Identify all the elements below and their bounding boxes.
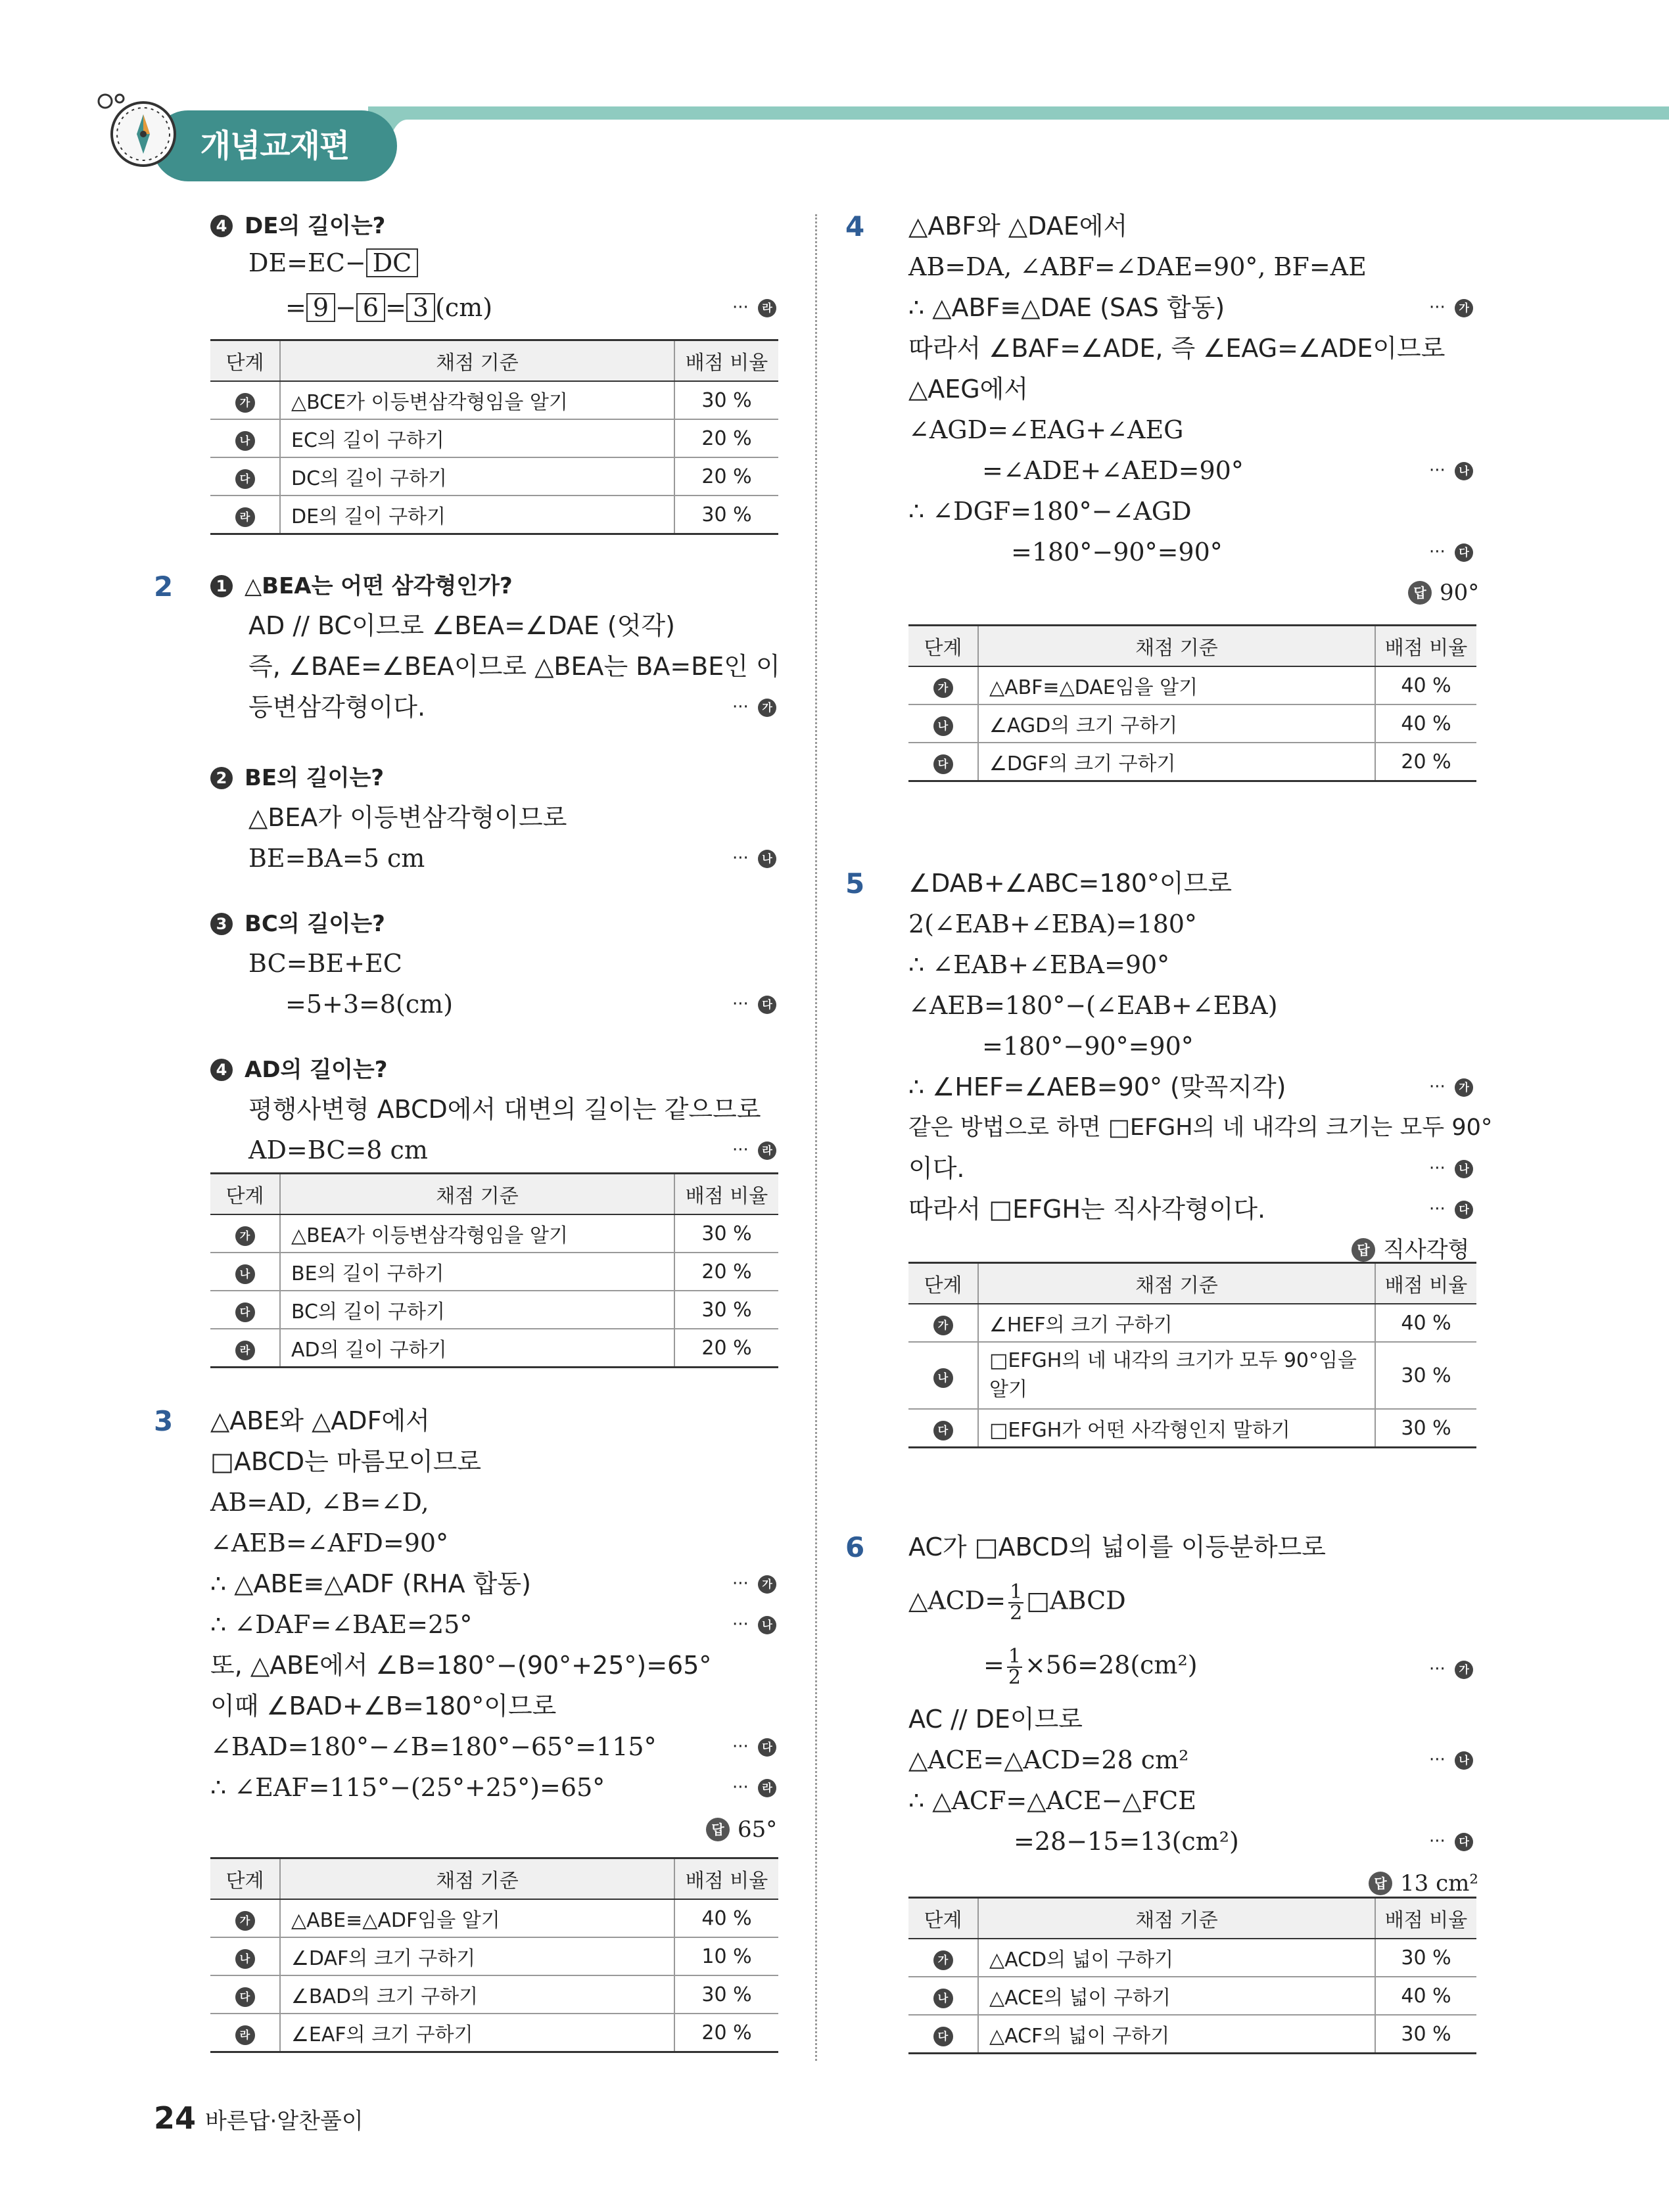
solution-line: =180°−90°=90° (1011, 538, 1223, 566)
table-header: 단계 (210, 1174, 280, 1215)
solution-line: 2(∠EAB+∠EBA)=180° (908, 910, 1197, 938)
step-mark: ··· 라 (732, 1772, 776, 1803)
step-badge: 가 (235, 1226, 255, 1246)
solution-line: AC가 □ABCD의 넓이를 이등분하므로 (908, 1532, 1326, 1561)
solution-line: ∠AEB=∠AFD=90° (210, 1529, 449, 1557)
answer-box: 3 (406, 293, 435, 322)
step-mark: ··· 다 (1429, 536, 1473, 568)
scoring-table (210, 1857, 778, 2053)
solution-line: =28−15=13(cm²) (1014, 1827, 1239, 1856)
solution-line: AD=BC=8 cm (248, 1136, 428, 1164)
solution-line: 등변삼각형이다. (248, 693, 426, 722)
criterion-cell: BE의 길이 구하기 (280, 1253, 674, 1291)
fraction: $\frac{1}{2}$ (1010, 1580, 1023, 1624)
scoring-table (908, 1262, 1476, 1448)
final-answer: 답 직사각형 (1352, 1234, 1469, 1266)
rate-cell: 40 % (1375, 704, 1476, 743)
solution-line: △ABF와 △DAE에서 (908, 212, 1128, 241)
step-badge: 다 (235, 469, 255, 489)
step-badge: 나 (235, 1949, 255, 1969)
criterion-cell: DE의 길이 구하기 (280, 495, 674, 534)
step-badge: 나 (933, 1989, 953, 2008)
solution-line: ∠DAB+∠ABC=180°이므로 (908, 869, 1233, 898)
solution-line: AB=DA, ∠ABF=∠DAE=90°, BF=AE (908, 252, 1367, 281)
table-row (210, 1975, 778, 2014)
table-header: 배점 비율 (1375, 1263, 1476, 1304)
solution-line: 평행사변형 ABCD에서 대변의 길이는 같으므로 (248, 1095, 761, 1124)
rate-cell: 30 % (674, 1975, 778, 2014)
step-badge: 가 (235, 1911, 255, 1931)
table-row (210, 457, 778, 495)
table-row (210, 1214, 778, 1253)
solution-line: △BEA가 이등변삼각형이므로 (248, 803, 567, 832)
table-header: 채점 기준 (280, 1174, 674, 1215)
answer-badge-icon: 답 (1369, 1872, 1392, 1895)
solution-line: △ABE와 △ADF에서 (210, 1406, 430, 1435)
solution-line: DE=EC− DC (248, 247, 418, 279)
final-answer: 답 13 cm² (1369, 1868, 1478, 1899)
criterion-cell: ∠HEF의 크기 구하기 (978, 1304, 1375, 1342)
step-badge: 나 (933, 1368, 953, 1388)
answer-badge-icon: 답 (1352, 1238, 1375, 1262)
solution-line: BE=BA=5 cm (248, 844, 425, 873)
step-mark: ··· 다 (1429, 1193, 1473, 1225)
step-badge: 가 (235, 393, 255, 413)
answer-badge-icon: 답 (706, 1818, 730, 1841)
table-row (210, 419, 778, 457)
scoring-table (210, 339, 778, 535)
rate-cell: 30 % (674, 381, 778, 419)
solution-line: 즉, ∠BAE=∠BEA이므로 △BEA는 BA=BE인 이 (248, 652, 780, 681)
table-row (908, 1977, 1476, 2015)
step-mark: ··· 다 (1429, 1826, 1473, 1857)
step-badge: 나 (235, 1264, 255, 1284)
table-row (908, 2015, 1476, 2054)
table-row (210, 1899, 778, 1937)
table-header: 채점 기준 (978, 1263, 1375, 1304)
step-heading: 1 △BEA는 어떤 삼각형인가? (210, 570, 513, 602)
table-row (908, 1939, 1476, 1977)
solution-line: AD // BC이므로 ∠BEA=∠DAE (엇각) (248, 611, 675, 640)
table-row (210, 1329, 778, 1368)
rate-cell: 30 % (1375, 1409, 1476, 1448)
problem-number: 3 (154, 1405, 174, 1437)
step-badge: 라 (235, 507, 255, 527)
solution-line: ∴ △ACF=△ACE−△FCE (908, 1786, 1196, 1815)
table-row (210, 495, 778, 534)
criterion-cell: ∠DGF의 크기 구하기 (978, 743, 1375, 781)
table-header: 단계 (210, 1858, 280, 1900)
table-row (210, 1291, 778, 1329)
step-mark: ··· 다 (732, 988, 776, 1020)
rate-cell: 30 % (674, 1291, 778, 1329)
step-mark: ··· 가 (1429, 1071, 1473, 1103)
criterion-cell: EC의 길이 구하기 (280, 419, 674, 457)
table-header: 단계 (210, 340, 280, 382)
solution-line: □ABCD는 마름모이므로 (210, 1447, 482, 1476)
rate-cell: 20 % (674, 419, 778, 457)
solution-line: △ACD= $\frac{1}{2}$ □ABCD (908, 1580, 1126, 1624)
answer-box: DC (366, 248, 419, 277)
solution-line: =180°−90°=90° (982, 1032, 1194, 1061)
rate-cell: 40 % (1375, 666, 1476, 704)
criterion-cell: □EFGH의 네 내각의 크기가 모두 90°임을 알기 (978, 1342, 1375, 1409)
solution-line: =5+3=8(cm) (285, 990, 454, 1019)
scoring-table (210, 1172, 778, 1368)
criterion-cell: △ACD의 넓이 구하기 (978, 1939, 1375, 1977)
table-row (908, 704, 1476, 743)
solution-line: 따라서 ∠BAF=∠ADE, 즉 ∠EAG=∠ADE이므로 (908, 334, 1446, 363)
step-mark: ··· 나 (1429, 1744, 1473, 1776)
table-header: 단계 (908, 626, 978, 667)
criterion-cell: △ACF의 넓이 구하기 (978, 2015, 1375, 2054)
solution-line: 같은 방법으로 하면 □EFGH의 네 내각의 크기는 모두 90° (908, 1115, 1493, 1141)
solution-line: =∠ADE+∠AED=90° (982, 456, 1244, 485)
step-badge: 다 (235, 1987, 255, 2007)
solution-line: △AEG에서 (908, 375, 1029, 403)
step-mark: ··· 나 (1429, 1153, 1473, 1184)
table-header: 단계 (908, 1263, 978, 1304)
solution-line: AC // DE이므로 (908, 1705, 1083, 1734)
step-bullet-icon: 1 (210, 575, 233, 597)
solution-line: 이다. (908, 1154, 965, 1183)
page-footer (154, 2100, 364, 2136)
solution-line: 또, △ABE에서 ∠B=180°−(90°+25°)=65° (210, 1651, 712, 1680)
rate-cell: 20 % (674, 1253, 778, 1291)
criterion-cell: □EFGH가 어떤 사각형인지 말하기 (978, 1409, 1375, 1448)
problem-number: 2 (154, 570, 174, 603)
rate-cell: 40 % (1375, 1304, 1476, 1342)
scoring-table (908, 1897, 1476, 2054)
column-divider (815, 214, 817, 2061)
rate-cell: 30 % (674, 1214, 778, 1253)
solution-line: ∠BAD=180°−∠B=180°−65°=115° (210, 1732, 657, 1761)
criterion-cell: BC의 길이 구하기 (280, 1291, 674, 1329)
step-heading: 4 DE의 길이는? (210, 210, 385, 242)
step-badge: 다 (235, 1302, 255, 1322)
step-heading: 2 BE의 길이는? (210, 762, 384, 794)
rate-cell: 40 % (674, 1899, 778, 1937)
step-mark: ··· 가 (732, 1568, 776, 1600)
rate-cell: 20 % (1375, 743, 1476, 781)
table-header: 채점 기준 (280, 340, 674, 382)
rate-cell: 30 % (1375, 1939, 1476, 1977)
step-bullet-icon: 4 (210, 1059, 233, 1081)
table-row (210, 1253, 778, 1291)
step-bullet-icon: 4 (210, 215, 233, 237)
compass-icon (97, 92, 183, 177)
rate-cell: 20 % (674, 1329, 778, 1368)
rate-cell: 10 % (674, 1937, 778, 1975)
table-header: 채점 기준 (280, 1858, 674, 1900)
step-badge: 다 (933, 754, 953, 774)
rate-cell: 20 % (674, 457, 778, 495)
criterion-cell: △ABE≡△ADF임을 알기 (280, 1899, 674, 1937)
step-badge: 가 (933, 1316, 953, 1335)
problem-number: 5 (845, 867, 865, 900)
final-answer: 답 90° (1408, 577, 1479, 609)
solution-line: AB=AD, ∠B=∠D, (210, 1488, 429, 1517)
table-header: 단계 (908, 1898, 978, 1939)
solution-line: = $\frac{1}{2}$ ×56=28(cm²) (983, 1645, 1198, 1689)
step-badge: 라 (235, 2025, 255, 2045)
criterion-cell: AD의 길이 구하기 (280, 1329, 674, 1368)
solution-line: ∴ △ABF≡△DAE (SAS 합동) (908, 293, 1225, 322)
table-header: 채점 기준 (978, 1898, 1375, 1939)
solution-line: ∠AEB=180°−(∠EAB+∠EBA) (908, 991, 1278, 1020)
step-badge: 라 (235, 1341, 255, 1360)
rate-cell: 20 % (674, 2014, 778, 2052)
criterion-cell: ∠DAF의 크기 구하기 (280, 1937, 674, 1975)
criterion-cell: ∠BAD의 크기 구하기 (280, 1975, 674, 2014)
step-mark: ··· 나 (732, 1609, 776, 1640)
solution-line: ∴ ∠HEF=∠AEB=90° (맞꼭지각) (908, 1072, 1286, 1101)
table-row (210, 1937, 778, 1975)
criterion-cell: △ABF≡△DAE임을 알기 (978, 666, 1375, 704)
step-badge: 다 (933, 2027, 953, 2046)
step-mark: ··· 가 (1429, 1653, 1473, 1685)
step-mark: ··· 나 (1429, 455, 1473, 486)
step-heading: 3 BC의 길이는? (210, 908, 385, 940)
table-header: 채점 기준 (978, 626, 1375, 667)
rate-cell: 40 % (1375, 1977, 1476, 2015)
step-heading: 4 AD의 길이는? (210, 1054, 387, 1086)
step-badge: 다 (933, 1421, 953, 1440)
problem-number: 6 (845, 1531, 865, 1563)
table-header: 배점 비율 (674, 1858, 778, 1900)
rate-cell: 30 % (1375, 1342, 1476, 1409)
rate-cell: 30 % (1375, 2015, 1476, 2054)
criterion-cell: ∠AGD의 크기 구하기 (978, 704, 1375, 743)
solution-line: ∴ △ABE≡△ADF (RHA 합동) (210, 1569, 531, 1598)
solution-line: = 9 − 6 = 3 (cm) (285, 293, 493, 322)
step-mark: ··· 나 (732, 842, 776, 874)
step-badge: 가 (933, 678, 953, 698)
final-answer: 답 65° (706, 1814, 777, 1845)
solution-line: ∠AGD=∠EAG+∠AEG (908, 415, 1184, 444)
table-row (908, 1304, 1476, 1342)
step-mark: ··· 다 (732, 1731, 776, 1763)
answer-box: 9 (306, 293, 335, 322)
step-mark: ··· 라 (732, 292, 776, 323)
table-row (210, 381, 778, 419)
criterion-cell: △BEA가 이등변삼각형임을 알기 (280, 1214, 674, 1253)
solution-line: ∴ ∠DGF=180°−∠AGD (908, 497, 1192, 526)
section-title: 개념교재편 (153, 110, 397, 181)
table-row (908, 666, 1476, 704)
page-number: 24 (154, 2100, 197, 2136)
solution-line: ∴ ∠EAF=115°−(25°+25°)=65° (210, 1773, 605, 1802)
step-badge: 나 (933, 716, 953, 736)
fraction: $\frac{1}{2}$ (1008, 1645, 1021, 1689)
table-row (908, 1409, 1476, 1448)
criterion-cell: △BCE가 이등변삼각형임을 알기 (280, 381, 674, 419)
step-mark: ··· 라 (732, 1134, 776, 1166)
solution-line: 이때 ∠BAD+∠B=180°이므로 (210, 1692, 557, 1720)
table-header: 배점 비율 (1375, 1898, 1476, 1939)
table-header: 배점 비율 (1375, 626, 1476, 667)
solution-line: △ACE=△ACD=28 cm² (908, 1745, 1189, 1774)
step-bullet-icon: 3 (210, 913, 233, 935)
step-bullet-icon: 2 (210, 767, 233, 789)
rate-cell: 30 % (674, 495, 778, 534)
book-label: 바른답·알찬풀이 (205, 2108, 364, 2134)
solution-line: 따라서 □EFGH는 직사각형이다. (908, 1195, 1266, 1224)
step-mark: ··· 가 (732, 691, 776, 723)
table-row (210, 2014, 778, 2052)
header-bar (388, 106, 1669, 120)
scoring-table (908, 624, 1476, 782)
solution-line: ∴ ∠EAB+∠EBA=90° (908, 950, 1170, 979)
table-header: 배점 비율 (674, 340, 778, 382)
solution-line: ∴ ∠DAF=∠BAE=25° (210, 1610, 473, 1639)
step-mark: ··· 가 (1429, 292, 1473, 323)
solution-line: BC=BE+EC (248, 949, 402, 978)
table-row (908, 743, 1476, 781)
answer-badge-icon: 답 (1408, 581, 1432, 605)
criterion-cell: DC의 길이 구하기 (280, 457, 674, 495)
criterion-cell: △ACE의 넓이 구하기 (978, 1977, 1375, 2015)
table-row (908, 1342, 1476, 1409)
criterion-cell: ∠EAF의 크기 구하기 (280, 2014, 674, 2052)
step-badge: 가 (933, 1950, 953, 1970)
step-badge: 나 (235, 431, 255, 451)
problem-number: 4 (845, 210, 865, 242)
answer-box: 6 (356, 293, 385, 322)
table-header: 배점 비율 (674, 1174, 778, 1215)
